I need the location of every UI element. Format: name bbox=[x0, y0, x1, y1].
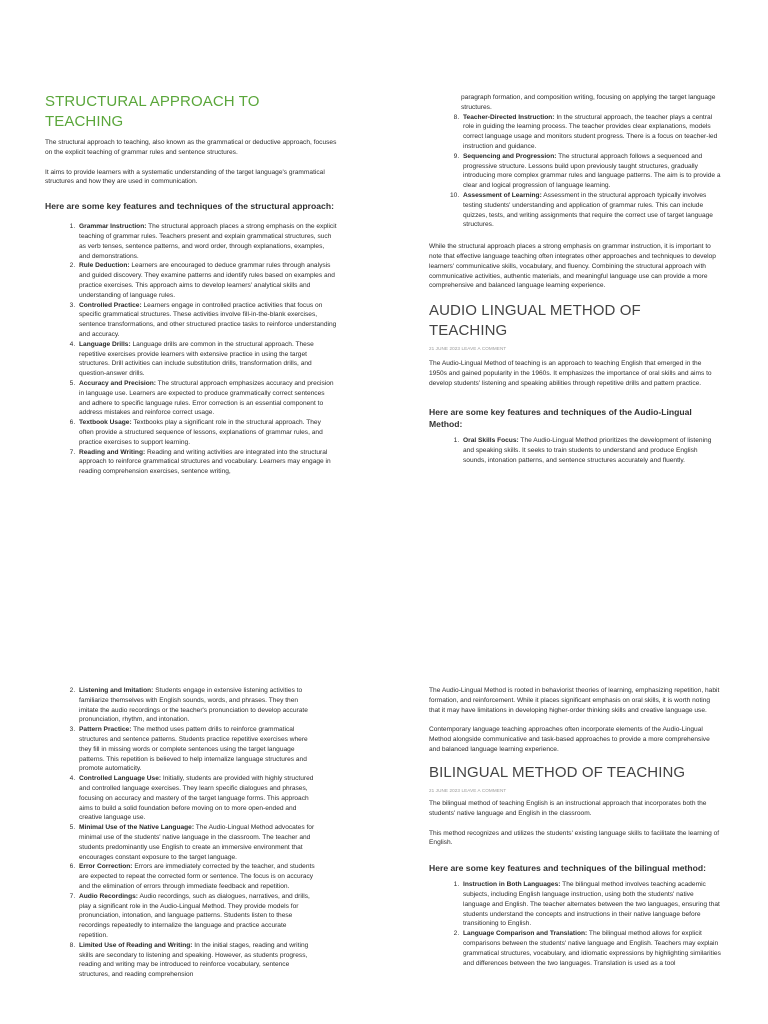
list-item: 2. Listening and Imitation: Students engage in extensive listening activities to familiarize themselves with English sounds, words, and phrases. They then imitate the audio recordings or the teacher's pronunciation to develop accurate pronunciation, rhythm, and intonation. bbox=[77, 686, 315, 725]
structural-item7-continued: paragraph formation, and composition writing, focusing on applying the target language structures. bbox=[461, 94, 716, 111]
audiolingual-continued-section bbox=[45, 686, 315, 980]
bilingual-title: BILINGUAL METHOD OF TEACHING bbox=[429, 763, 686, 781]
structural-intro-2: It aims to provide learners with a systematic understanding of the target language's grammatical structures and how they are used in communication. bbox=[45, 168, 325, 186]
list-item: 7. Audio Recordings: Audio recordings, such as dialogues, narratives, and drills, play a significant role in the Audio-Lingual Method. They provide models for pronunciation, intonation, and language patterns. Students listen to these recordings repeatedly to internalize the language and practice accurate repetition. bbox=[77, 892, 315, 941]
audiolingual-conclusion-1: The Audio-Lingual Method is rooted in behaviorist theories of learning, emphasizing repetition, habit formation, and reinforcement. While it places significant emphasis on oral skills, it is worth noting that it may have limitations in developing higher-order thinking skills and creative language use. bbox=[429, 687, 720, 714]
list-item: 3. Controlled Practice: Learners engage in controlled practice activities that focus on specific grammatical structures. These activities involve fill-in-the-blank exercises, sentence transformations, and other structured practice tasks to reinforce understanding and accuracy. bbox=[77, 301, 337, 340]
audiolingual-intro: The Audio-Lingual Method of teaching is an approach to teaching English that emerged in the 1950s and gained popularity in the 1960s. It emphasizes the importance of oral skills and aims to develop students' listening and speaking abilities through repetitive drills and pattern practice. bbox=[429, 359, 712, 387]
structural-section bbox=[45, 92, 337, 477]
list-item: 6. Textbook Usage: Textbooks play a significant role in the structural approach. They often provide a structured sequence of lessons, explanations of grammar rules, and practice exercises to support learning. bbox=[77, 418, 337, 447]
audiolingual-title: AUDIO LINGUAL METHOD OF TEACHING bbox=[429, 302, 641, 339]
list-item: 1. Instruction in Both Languages: The bilingual method involves teaching academic subjects, including English language instruction, using both the students' native language and English. The teacher alternates between the two languages, ensuring that students understand the concepts and instructions in their native language before transitioning to English. bbox=[461, 880, 721, 929]
list-item: 10. Assessment of Learning: Assessment in the structural approach typically involves testing students' understanding and application of grammar rules. This can include quizzes, tests, and writing assignments that require the correct use of target language structures. bbox=[461, 191, 721, 230]
audiolingual-features-heading: Here are some key features and techniques of the Audio-Lingual Method: bbox=[429, 407, 692, 430]
list-item: 2. Rule Deduction: Learners are encouraged to deduce grammar rules through analysis and guided discovery. They examine patterns and identify rules based on examples and practice exercises. This approach aims to develop learners' analytical skills and understanding of language rules. bbox=[77, 261, 337, 300]
list-item: 6. Error Correction: Errors are immediately corrected by the teacher, and students are expected to repeat the corrected form or sentence. The focus is on accuracy and the elimination of errors through immediate feedback and repetition. bbox=[77, 862, 315, 891]
list-item: 5. Accuracy and Precision: The structural approach emphasizes accuracy and precision in language use. Learners are expected to produce grammatically correct sentences and adhere to specific language rules. Error correction is an essential component to address mistakes and reinforce correct usage. bbox=[77, 379, 337, 418]
list-item: 8. Teacher-Directed Instruction: In the structural approach, the teacher plays a central role in guiding the learning process. The teacher provides clear explanations, models correct language usage and monitors student progress. There is a focus on teacher-led instruction and guidance. bbox=[461, 113, 721, 152]
list-item: 1. Grammar Instruction: The structural approach places a strong emphasis on the explicit teaching of grammar rules. Teachers present and explain grammatical structures, such as verb tenses, sentence patterns, and word order, through explanations, examples, and demonstrations. bbox=[77, 222, 337, 261]
list-item: 4. Language Drills: Language drills are common in the structural approach. These repetitive exercises provide learners with extensive practice in using the target structures. Drill activities can include substitution drills, transformation drills, and question-answer drills. bbox=[77, 340, 337, 379]
bilingual-intro-2: This method recognizes and utilizes the students' existing language skills to facilitate the learning of English. bbox=[429, 829, 720, 847]
bilingual-features-heading: Here are some key features and techniques of the bilingual method: bbox=[429, 863, 706, 874]
structural-features-heading: Here are some key features and techniques of the structural approach: bbox=[45, 201, 334, 212]
list-item: 5. Minimal Use of the Native Language: The Audio-Lingual Method advocates for minimal use of the students' native language in the classroom. The teacher and students predominantly use English to create an immersive environment that encourages constant exposure to the target language. bbox=[77, 823, 315, 862]
bilingual-meta: 21 JUNE 2023 LEAVE A COMMENT bbox=[429, 788, 507, 794]
list-item: 7. Reading and Writing: Reading and writing activities are integrated into the structural approach to reinforce grammatical structures and vocabulary. Learners may engage in reading comprehension exercises, sentence writing, bbox=[77, 448, 337, 477]
list-item: 8. Limited Use of Reading and Writing: In the initial stages, reading and writing skills are secondary to listening and speaking. However, as students progress, reading and writing may be introduced to reinforce vocabulary, sentence structures, and reading comprehension bbox=[77, 941, 315, 980]
structural-title: STRUCTURAL APPROACH TO TEACHING bbox=[45, 93, 260, 130]
structural-continued-section bbox=[429, 93, 721, 466]
bilingual-intro-1: The bilingual method of teaching English is an instructional approach that incorporates both the students' native language and English in the classroom. bbox=[429, 800, 707, 817]
audiolingual-feature-list-continued bbox=[45, 686, 315, 980]
structural-conclusion: While the structural approach places a strong emphasis on grammar instruction, it is important to note that effective language teaching often integrates other approaches and techniques to develop learners' communicative skills, vocabulary, and fluency. Combining the structural approach with communicative activities, authentic materials, and meaningful language use can provide a more comprehensive and balanced language learning experience. bbox=[429, 243, 716, 290]
list-item: 9. Sequencing and Progression: The structural approach follows a sequenced and progressive structure. Lessons build upon previously taught structures, gradually introducing more complex grammar rules and language patterns. The aim is to provide a clear and logical progression of language learning. bbox=[461, 152, 721, 191]
audiolingual-meta: 21 JUNE 2023 LEAVE A COMMENT bbox=[429, 346, 507, 352]
structural-intro-1: The structural approach to teaching, also known as the grammatical or deductive approach, focuses on the explicit teaching of grammar rules and sentence structures. bbox=[45, 139, 337, 156]
list-item: 2. Language Comparison and Translation: The bilingual method allows for explicit comparisons between the students' native language and English. Teachers may explain grammatical structures, vocabulary, and idiomatic expressions by highlighting similarities and differences between the two languages. Translation is used as a tool bbox=[461, 929, 721, 968]
audiolingual-conclusion-2: Contemporary language teaching approaches often incorporate elements of the Audio-Lingual Method alongside communicative and task-based approaches to provide a more comprehensive and balanced language learning experience. bbox=[429, 726, 710, 753]
list-item: 1. Oral Skills Focus: The Audio-Lingual Method prioritizes the development of listening and speaking skills. It seeks to train students to understand and produce English sounds, intonation patterns, and sentence structures accurately and fluently. bbox=[461, 436, 721, 465]
audiolingual-feature-list bbox=[429, 436, 721, 465]
structural-feature-list-continued bbox=[429, 113, 721, 231]
bilingual-section bbox=[429, 686, 721, 968]
structural-feature-list bbox=[45, 222, 337, 477]
bilingual-feature-list bbox=[429, 880, 721, 968]
list-item: 3. Pattern Practice: The method uses pattern drills to reinforce grammatical structures and sentence patterns. Students practice repetitive exercises where they fill in missing words or complete sentences using the target language patterns. This repetition is believed to help internalize language structures and promote automaticity. bbox=[77, 725, 315, 774]
list-item: 4. Controlled Language Use: Initially, students are provided with highly structured and controlled language exercises. They learn specific dialogues and phrases, focusing on accuracy and mastery of the target language forms. This approach aims to build a solid foundation before moving on to more open-ended and creative language use. bbox=[77, 774, 315, 823]
